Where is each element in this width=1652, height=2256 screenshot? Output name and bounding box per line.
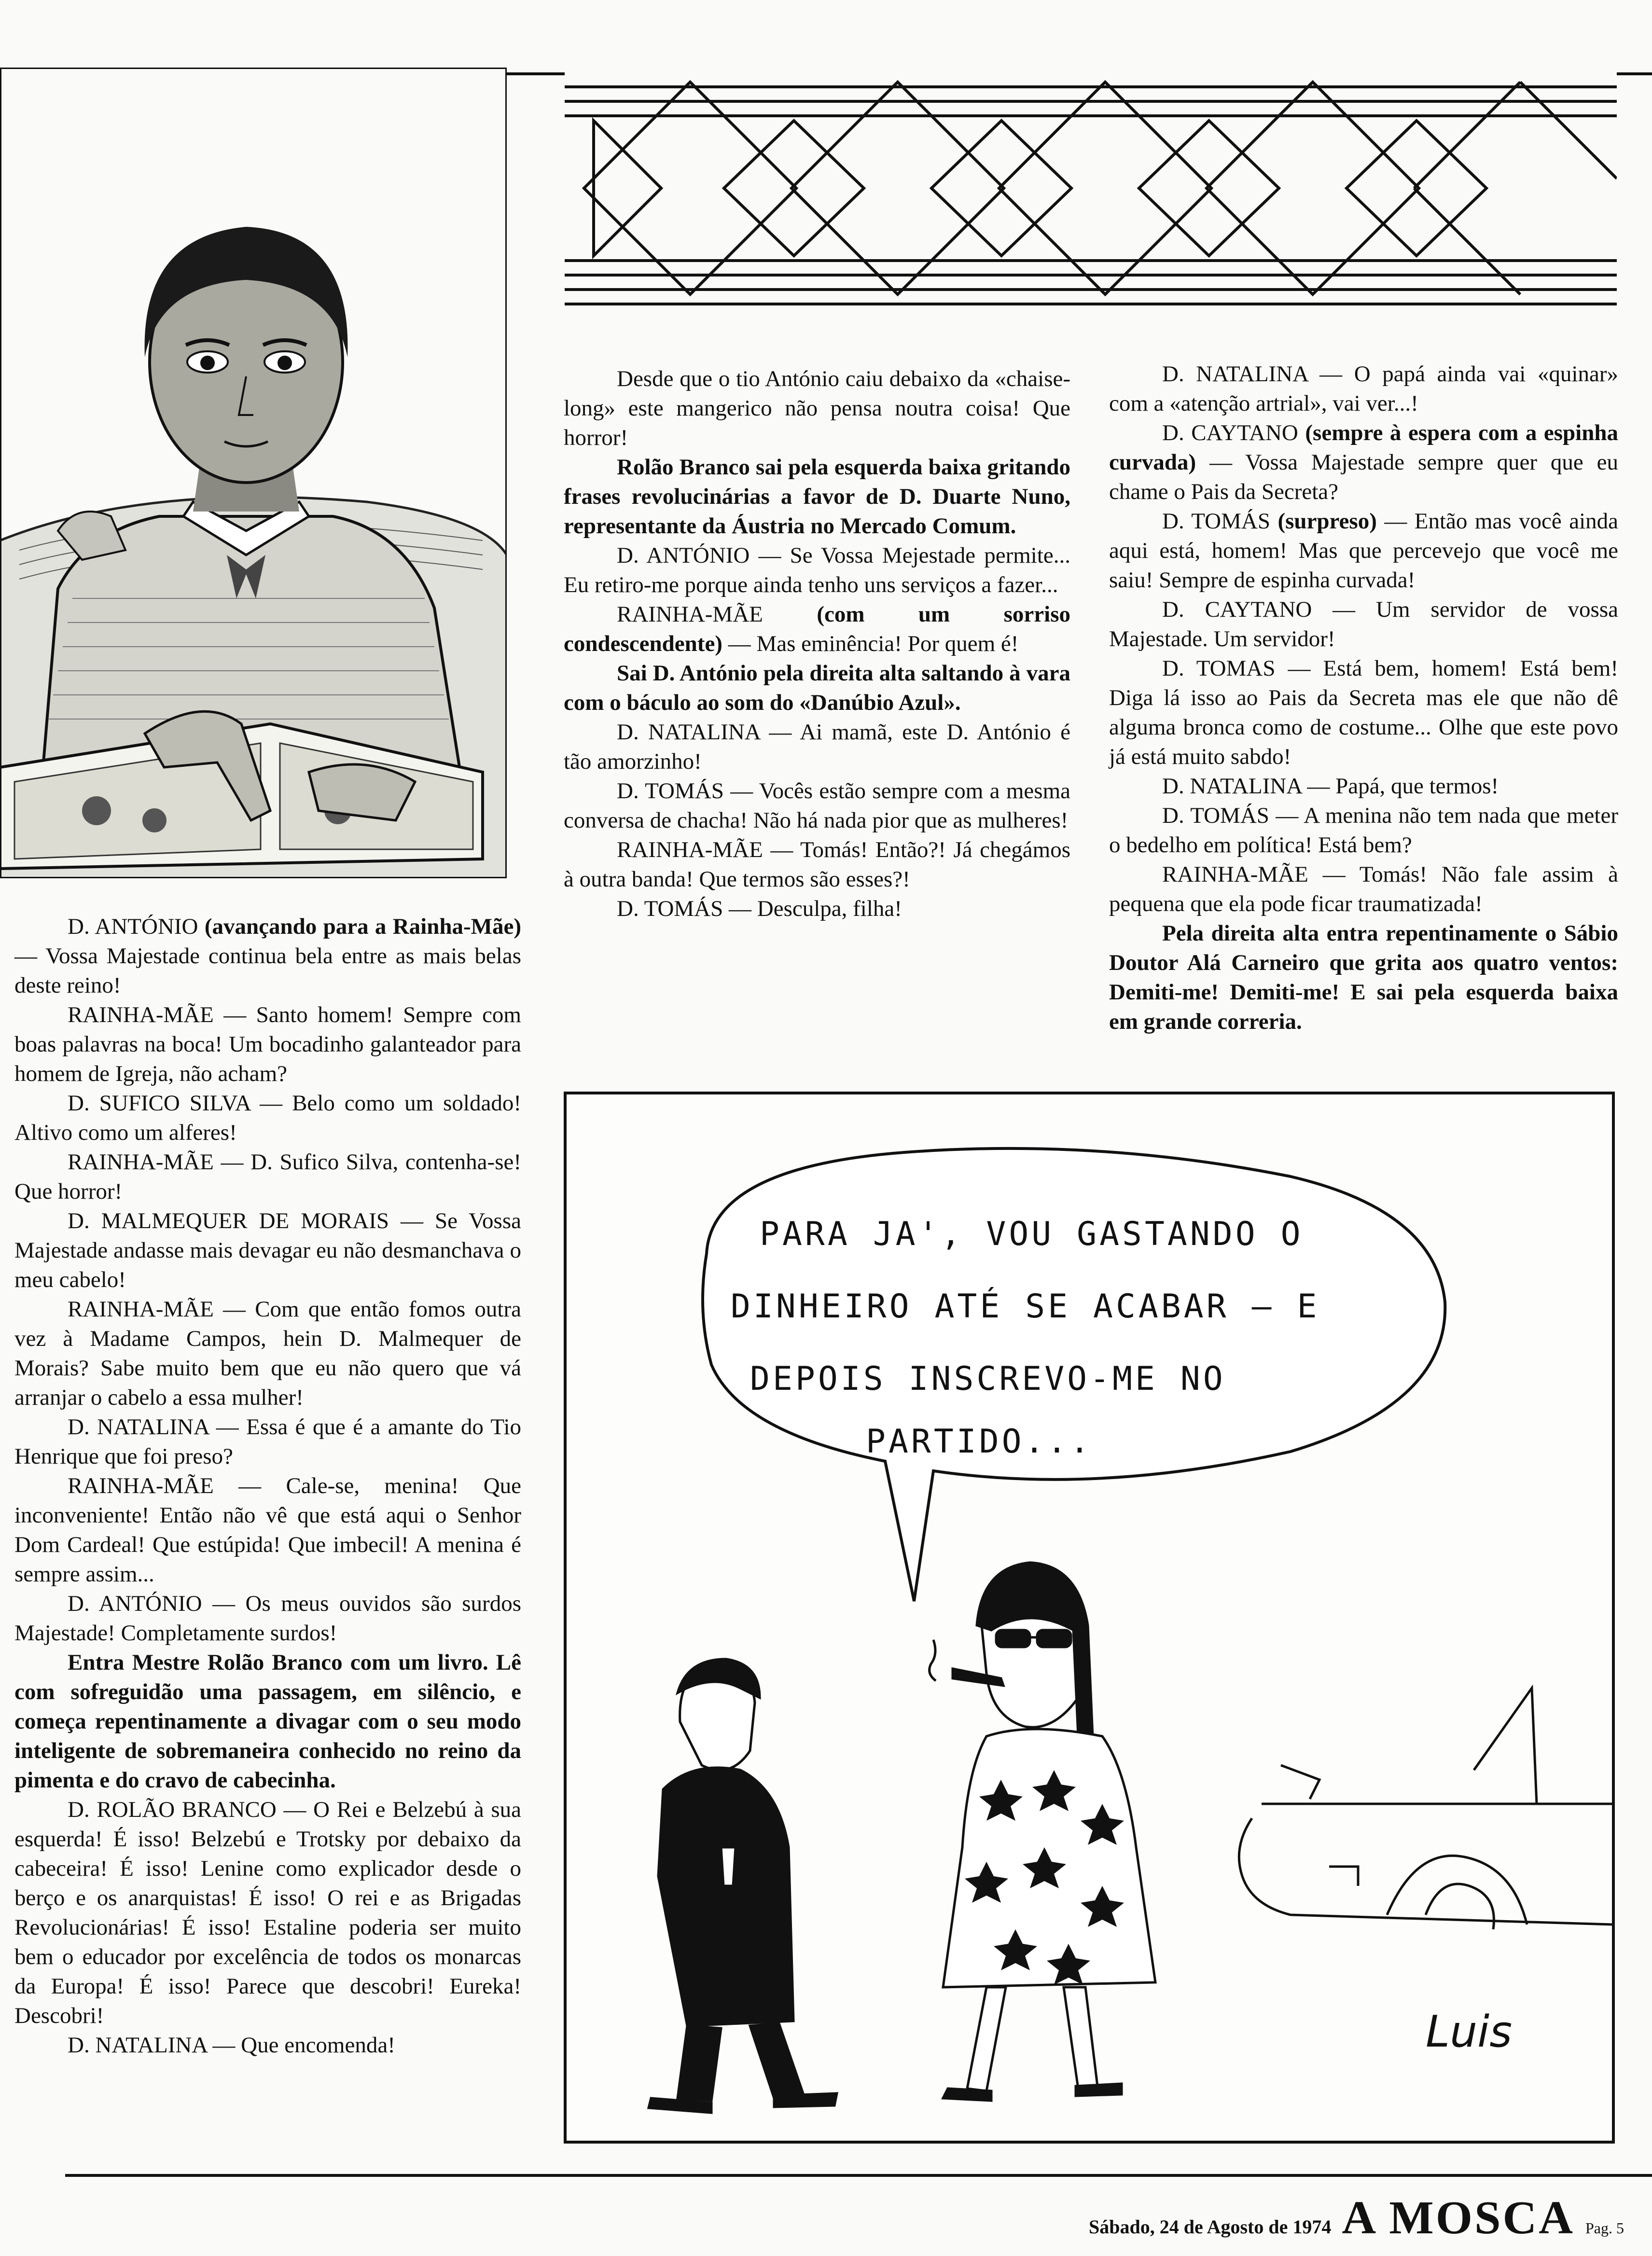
speaker-name: D. CAYTANO: [1162, 420, 1298, 445]
dialogue-text: — Santo homem! Sempre com boas palavras na boca! Um bocadinho galanteador para homem de Igreja, não acham?: [14, 1002, 521, 1086]
dialogue-line: [1109, 860, 1618, 919]
dialogue-line: [14, 1206, 521, 1295]
speaker-name: D. SUFICO SILVA: [68, 1091, 250, 1116]
dialogue-line: [1109, 772, 1618, 801]
stage-note: (surpreso): [1277, 509, 1377, 534]
dialogue-text: — A menina não tem nada que meter o bedelho em política! Está bem?: [1109, 803, 1618, 858]
dialogue-line: [564, 894, 1070, 924]
man-in-suit-figure: [649, 1659, 837, 2113]
speaker-name: D. TOMÁS: [617, 778, 724, 803]
dialogue-text: — Se Vossa Majestade andasse mais devagar eu não desmanchava o meu cabelo!: [14, 1208, 521, 1292]
dialogue-text: — O Rei e Belzebú à sua esquerda! É isso! Belzebú e Trotsky por debaixo da cabeceira! É isso! Lenine como explicador desde o berço e os anarquistas! É isso! O rei e as Brigadas Revolucionárias! É isso! Estaline poderia ser muito bem o educador por excelência de todos os monarcas da Europa! É isso! Parece que descobri! Eureka! Descobri!: [14, 1797, 522, 2028]
dialogue-text: — O papá ainda vai «quinar» com a «atenção artrial», vai ver...!: [1109, 361, 1618, 416]
dialogue-text: — Belo como um soldado! Altivo como um alferes!: [14, 1091, 522, 1145]
dialogue-line: [14, 1000, 521, 1089]
text-column-2: [564, 364, 1070, 924]
portrait-engraving: [0, 68, 507, 878]
dialogue-line: [14, 1795, 521, 2031]
page-number: Pag. 5: [1585, 2219, 1624, 2237]
dialogue-line: [14, 2031, 521, 2060]
speaker-name: D. TOMÁS: [1162, 803, 1269, 828]
speaker-name: D. NATALINA: [617, 720, 760, 745]
speaker-name: D. NATALINA: [68, 1414, 209, 1439]
stage-note: (sempre à espera com a espinha curvada): [1109, 420, 1618, 475]
dialogue-line: [1109, 595, 1618, 654]
dialogue-text: — Está bem, homem! Está bem! Diga lá isso ao Pais da Secreta mas ele que não dê alguma bronca como de costume... Olhe que este povo já está muito sabdo!: [1109, 656, 1618, 769]
dialogue-line: [564, 541, 1070, 600]
bubble-line-4: PARTIDO...: [866, 1423, 1093, 1461]
speaker-name: D. ANTÓNIO: [617, 543, 750, 568]
dialogue-text: — Vocês estão sempre com a mesma conversa de chacha! Não há nada pior que as mulheres!: [564, 778, 1070, 833]
speaker-name: RAINHA-MÃE: [68, 1002, 214, 1027]
speaker-name: D. NATALINA: [68, 2033, 207, 2058]
dialogue-text: — Mas eminência! Por quem é!: [728, 631, 1019, 656]
dialogue-line: [564, 718, 1070, 776]
speaker-name: D. ROLÃO BRANCO: [68, 1797, 277, 1822]
speaker-name: RAINHA-MÃE: [617, 602, 763, 627]
dialogue-line: [564, 364, 1070, 453]
dialogue-line: [14, 912, 521, 1000]
dialogue-line: [1109, 801, 1618, 860]
bottom-rule: [65, 2174, 1652, 2177]
decorative-header: [565, 68, 1617, 309]
speaker-name: D. TOMAS: [1162, 656, 1276, 681]
bubble-line-1: PARA JA', VOU GASTANDO O: [760, 1215, 1304, 1253]
dialogue-line: [14, 1148, 521, 1206]
stage-note: (com um sorriso condescendente): [564, 602, 1070, 656]
dialogue-text: — Essa é que é a amante do Tio Henrique que foi preso?: [14, 1414, 522, 1469]
stage-direction: Sai D. António pela direita alta saltando à vara com o báculo ao som do «Danúbio Azul».: [564, 661, 1070, 715]
dialogue-text: — Um servidor de vossa Majestade. Um servidor!: [1109, 597, 1618, 651]
dialogue-text: — Tomás! Então?! Já chegámos à outra banda! Que termos são esses?!: [564, 837, 1071, 892]
text-column-3: [1109, 360, 1618, 1037]
dialogue-text: — Vossa Majestade continua bela entre as mais belas deste reino!: [14, 943, 521, 998]
speaker-name: D. TOMÁS: [617, 896, 723, 921]
page-footer: [1089, 2191, 1624, 2245]
speaker-name: D. MALMEQUER DE MORAIS: [68, 1208, 389, 1233]
dialogue-text: — Papá, que termos!: [1307, 774, 1499, 799]
dialogue-line: [1109, 654, 1618, 772]
footer-date: Sábado, 24 de Agosto de 1974: [1089, 2216, 1332, 2238]
dialogue-text: — Se Vossa Mejestade permite... Eu retiro-me porque ainda tenho uns serviços a fazer...: [564, 543, 1071, 597]
speaker-name: RAINHA-MÃE: [68, 1149, 214, 1175]
speaker-name: RAINHA-MÃE: [68, 1297, 214, 1322]
stage-direction: Pela direita alta entra repentinamente o Sábio Doutor Alá Carneiro que grita aos quatro ventos: Demiti-me! Demiti-me! E sai pela esquerda baixa em grande correria.: [1109, 921, 1618, 1034]
bubble-line-3: DEPOIS INSCREVO-ME NO: [750, 1360, 1226, 1398]
stage-direction: Entra Mestre Rolão Branco com um livro. Lê com sofreguidão uma passagem, em silêncio, e começa repentinamente a divagar com o seu modo inteligente de sobremaneira conhecido no reino da pimenta e do cravo de cabecinha.: [14, 1650, 521, 1793]
dialogue-line: [1109, 418, 1618, 507]
dialogue-line: [14, 1412, 521, 1471]
man-in-flowered-shirt-figure: [930, 1563, 1155, 2101]
dialogue-text: Desde que o tio António caiu debaixo da «chaise-long» este mangerico não pensa noutra coisa! Que horror!: [564, 366, 1070, 450]
dialogue-line: [1109, 507, 1618, 595]
speaker-name: RAINHA-MÃE: [617, 837, 763, 862]
dialogue-text: — Os meus ouvidos são surdos Majestade! Completamente surdos!: [14, 1591, 521, 1646]
dialogue-text: — Que encomenda!: [212, 2033, 395, 2058]
newspaper-title: A MOSCA: [1342, 2192, 1575, 2244]
dialogue-line: [564, 835, 1070, 894]
stage-note: (avançando para a Rainha-Mãe): [204, 914, 522, 939]
speaker-name: RAINHA-MÃE: [68, 1473, 214, 1498]
dialogue-text: — Desculpa, filha!: [729, 896, 902, 921]
speaker-name: D. TOMÁS: [1162, 509, 1270, 534]
dialogue-line: [14, 1295, 521, 1412]
dialogue-text: — Tomás! Não fale assim à pequena que ela pode ficar traumatizada!: [1109, 862, 1619, 916]
text-column-1: [14, 912, 521, 2060]
cartoon-frame: [564, 1092, 1615, 2144]
speaker-name: D. CAYTANO: [1162, 597, 1312, 622]
speaker-name: RAINHA-MÃE: [1162, 862, 1308, 887]
dialogue-text: — Ai mamã, este D. António é tão amorzinho!: [564, 720, 1070, 774]
stage-direction: Rolão Branco sai pela esquerda baixa gritando frases revolucinárias a favor de D. Duarte Nuno, representante da Áustria no Mercado Comum.: [564, 455, 1070, 539]
dialogue-line: [14, 1089, 521, 1148]
speaker-name: D. NATALINA: [1162, 774, 1302, 799]
dialogue-line: [564, 776, 1070, 835]
dialogue-line: [1109, 360, 1618, 418]
dialogue-line: [14, 1589, 521, 1648]
speaker-name: D. ANTÓNIO: [68, 914, 198, 939]
dialogue-text: — D. Sufico Silva, contenha-se! Que horror!: [14, 1149, 521, 1204]
dialogue-text: — Com que então fomos outra vez à Madame Campos, hein D. Malmequer de Morais? Sabe muito bem que eu não quero que vá arranjar o cabelo a essa mulher!: [14, 1297, 521, 1410]
dialogue-text: — Cale-se, menina! Que inconveniente! Então não vê que está aqui o Senhor Dom Cardeal! Que estúpida! Que imbecil! A menina é sempre assim...: [14, 1473, 522, 1587]
dialogue-text: — Então mas você ainda aqui está, homem! Mas que percevejo que você me saiu! Sempre de espinha curvada!: [1109, 509, 1619, 593]
speaker-name: D. NATALINA: [1162, 361, 1308, 387]
convertible-car: [1239, 1688, 1612, 1929]
speaker-name: D. ANTÓNIO: [68, 1591, 202, 1616]
dialogue-line: [14, 1471, 521, 1589]
cartoon-signature: Luis: [1426, 2007, 1513, 2057]
bubble-line-2: DINHEIRO ATÉ SE ACABAR — E: [731, 1287, 1320, 1326]
dialogue-line: [564, 600, 1070, 659]
dialogue-text: — Vossa Majestade sempre quer que eu chame o Pais da Secreta?: [1109, 450, 1619, 504]
